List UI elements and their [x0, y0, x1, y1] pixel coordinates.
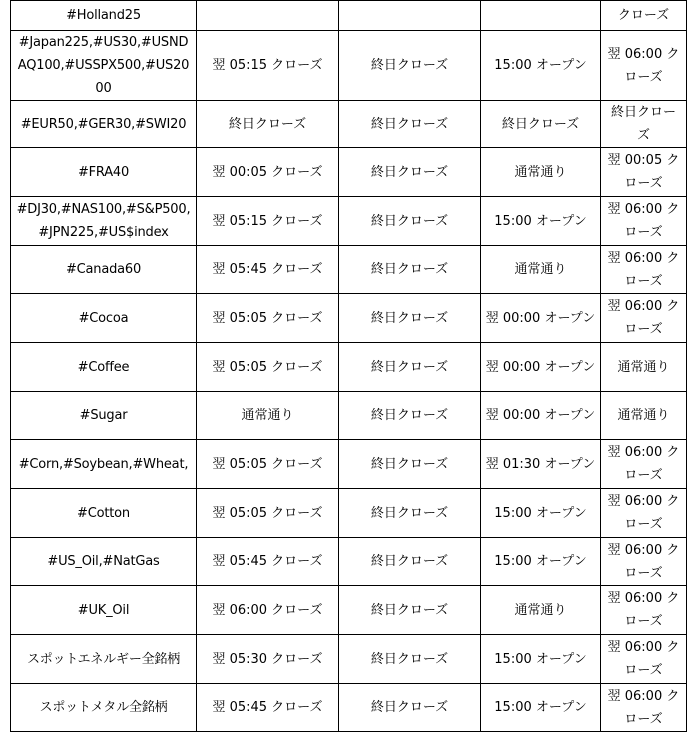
symbol-cell: #Corn,#Soybean,#Wheat, [11, 440, 197, 489]
schedule-cell: 終日クローズ [339, 635, 481, 684]
symbol-cell: #UK_Oil [11, 586, 197, 635]
schedule-cell: 翌 06:00 クローズ [601, 440, 687, 489]
schedule-cell: 終日クローズ [481, 101, 601, 148]
schedule-cell: 15:00 オープン [481, 635, 601, 684]
schedule-cell: 翌 05:30 クローズ [197, 635, 339, 684]
schedule-cell: 終日クローズ [339, 440, 481, 489]
schedule-cell: 翌 00:00 オープン [481, 294, 601, 343]
table-row [11, 586, 687, 635]
schedule-cell: 終日クローズ [601, 101, 687, 148]
symbol-cell: #Sugar [11, 392, 197, 440]
symbol-cell: #US_Oil,#NatGas [11, 538, 197, 586]
symbol-cell: #Japan225,#US30,#USNDAQ100,#USSPX500,#US2000 [11, 31, 197, 101]
schedule-cell [197, 1, 339, 31]
schedule-cell: 通常通り [481, 246, 601, 294]
symbol-cell: スポットメタル全銘柄 [11, 684, 197, 732]
schedule-cell: 翌 05:15 クローズ [197, 197, 339, 246]
schedule-cell: 通常通り [601, 343, 687, 392]
table-row [11, 684, 687, 732]
schedule-cell: 翌 00:00 オープン [481, 392, 601, 440]
schedule-cell: 翌 06:00 クローズ [601, 489, 687, 538]
schedule-cell: 終日クローズ [339, 538, 481, 586]
symbol-cell: #Canada60 [11, 246, 197, 294]
schedule-cell: 通常通り [197, 392, 339, 440]
trading-hours-table [10, 0, 687, 732]
table-row [11, 197, 687, 246]
schedule-cell: 終日クローズ [339, 586, 481, 635]
schedule-cell: クローズ [601, 1, 687, 31]
schedule-cell: 翌 05:45 クローズ [197, 684, 339, 732]
schedule-cell: 15:00 オープン [481, 684, 601, 732]
schedule-cell: 終日クローズ [339, 148, 481, 197]
table-row [11, 489, 687, 538]
schedule-cell: 15:00 オープン [481, 197, 601, 246]
schedule-cell: 終日クローズ [339, 31, 481, 101]
schedule-cell: 終日クローズ [339, 684, 481, 732]
schedule-cell: 終日クローズ [339, 489, 481, 538]
schedule-cell: 翌 05:05 クローズ [197, 440, 339, 489]
table-row [11, 101, 687, 148]
schedule-cell: 終日クローズ [339, 197, 481, 246]
schedule-cell: 終日クローズ [339, 101, 481, 148]
table-row [11, 1, 687, 31]
schedule-cell: 15:00 オープン [481, 489, 601, 538]
schedule-cell: 翌 06:00 クローズ [601, 246, 687, 294]
schedule-cell: 翌 06:00 クローズ [601, 294, 687, 343]
table-row [11, 148, 687, 197]
schedule-cell: 終日クローズ [339, 246, 481, 294]
schedule-cell: 翌 00:05 クローズ [601, 148, 687, 197]
schedule-cell: 翌 05:15 クローズ [197, 31, 339, 101]
schedule-cell: 通常通り [481, 586, 601, 635]
table-row [11, 440, 687, 489]
table-row [11, 31, 687, 101]
symbol-cell: #Coffee [11, 343, 197, 392]
schedule-cell: 15:00 オープン [481, 31, 601, 101]
schedule-cell: 終日クローズ [339, 343, 481, 392]
schedule-cell: 15:00 オープン [481, 538, 601, 586]
symbol-cell: #Holland25 [11, 1, 197, 31]
table-row [11, 294, 687, 343]
schedule-cell: 終日クローズ [339, 392, 481, 440]
schedule-cell: 翌 05:45 クローズ [197, 538, 339, 586]
schedule-cell: 翌 06:00 クローズ [601, 586, 687, 635]
schedule-cell: 翌 06:00 クローズ [601, 635, 687, 684]
schedule-cell: 翌 00:05 クローズ [197, 148, 339, 197]
schedule-cell [481, 1, 601, 31]
schedule-cell: 翌 05:05 クローズ [197, 294, 339, 343]
symbol-cell: #Cotton [11, 489, 197, 538]
table-body [11, 1, 687, 732]
table-row [11, 392, 687, 440]
schedule-cell: 翌 06:00 クローズ [601, 538, 687, 586]
symbol-cell: #DJ30,#NAS100,#S&P500,#JPN225,#US$index [11, 197, 197, 246]
schedule-cell: 翌 06:00 クローズ [601, 684, 687, 732]
schedule-cell: 翌 06:00 クローズ [601, 31, 687, 101]
table-row [11, 246, 687, 294]
schedule-cell: 通常通り [601, 392, 687, 440]
table-row [11, 538, 687, 586]
schedule-cell: 翌 05:05 クローズ [197, 489, 339, 538]
schedule-cell [339, 1, 481, 31]
schedule-cell: 終日クローズ [339, 294, 481, 343]
schedule-cell: 翌 06:00 クローズ [197, 586, 339, 635]
table-row [11, 343, 687, 392]
symbol-cell: #EUR50,#GER30,#SWI20 [11, 101, 197, 148]
symbol-cell: スポットエネルギー全銘柄 [11, 635, 197, 684]
schedule-cell: 翌 05:05 クローズ [197, 343, 339, 392]
schedule-cell: 翌 05:45 クローズ [197, 246, 339, 294]
schedule-cell: 通常通り [481, 148, 601, 197]
schedule-cell: 翌 00:00 オープン [481, 343, 601, 392]
schedule-cell: 翌 06:00 クローズ [601, 197, 687, 246]
schedule-cell: 終日クローズ [197, 101, 339, 148]
table-row [11, 635, 687, 684]
symbol-cell: #Cocoa [11, 294, 197, 343]
schedule-cell: 翌 01:30 オープン [481, 440, 601, 489]
symbol-cell: #FRA40 [11, 148, 197, 197]
